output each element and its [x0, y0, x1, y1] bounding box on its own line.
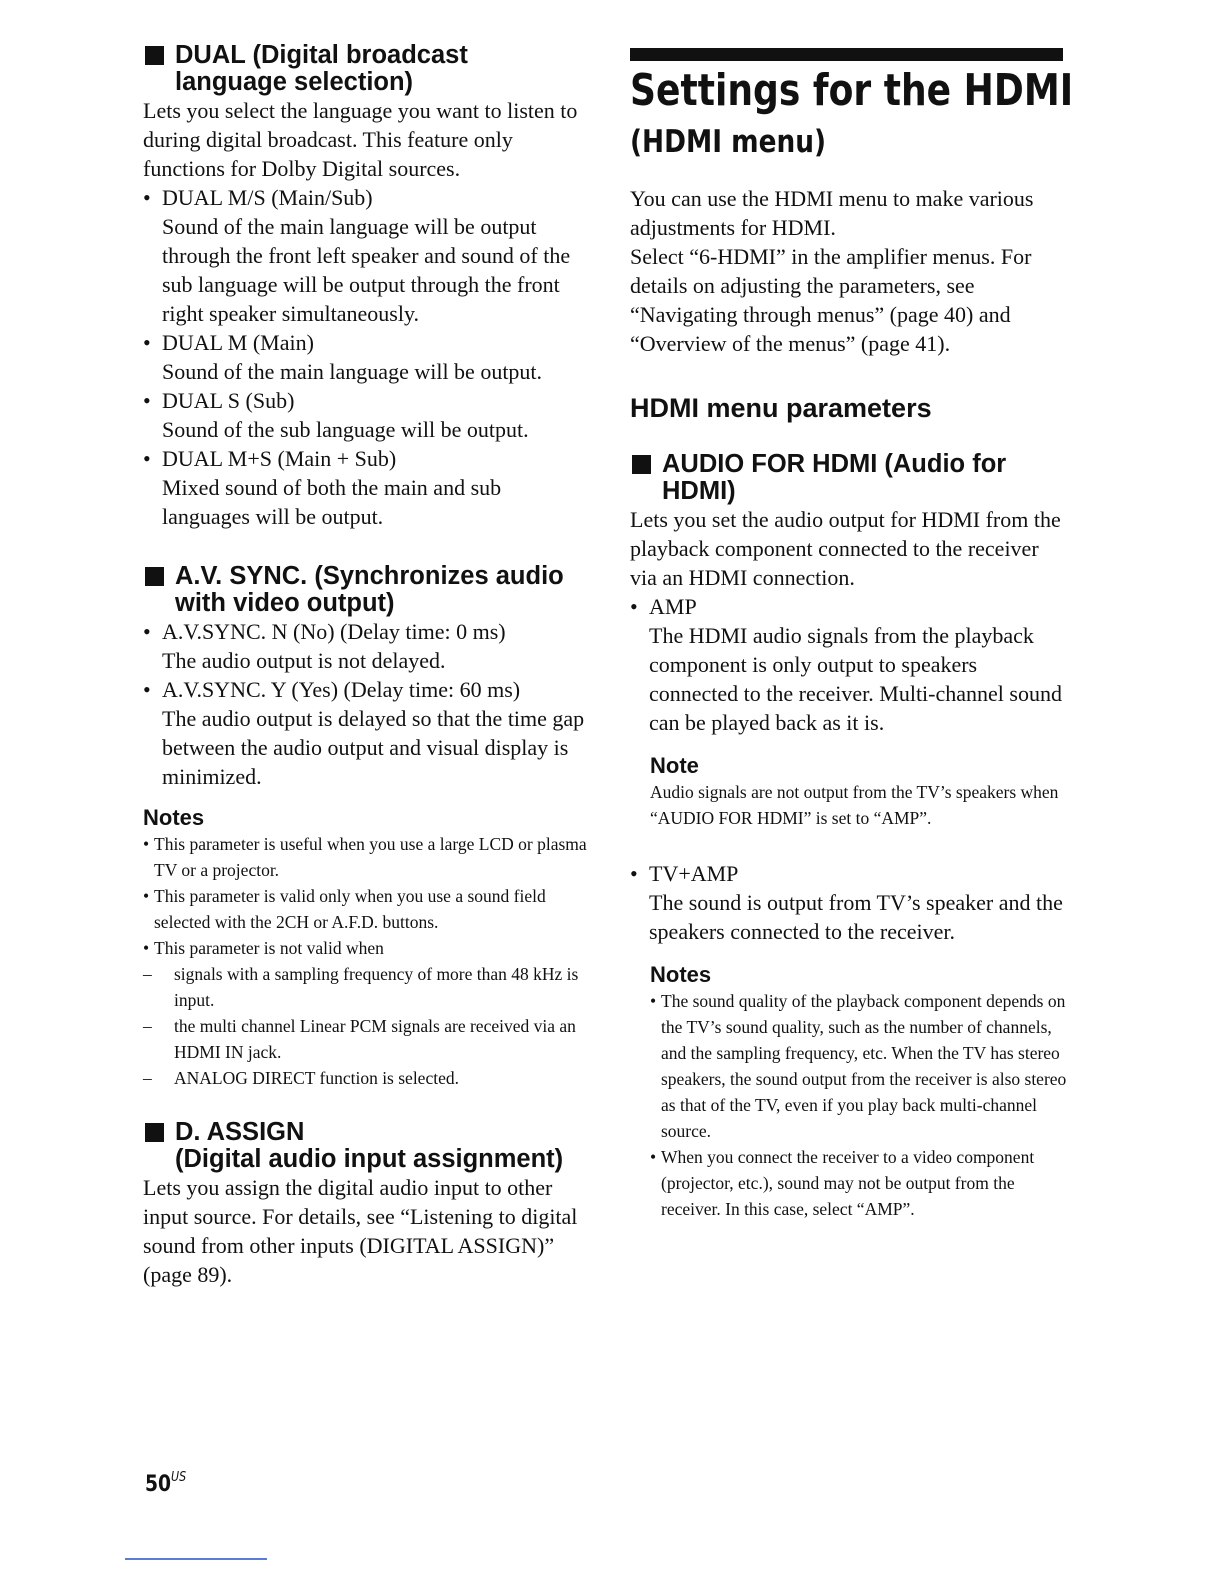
dual-heading: DUAL (Digital broadcast language selection): [143, 42, 588, 96]
page-subtitle: (HDMI menu): [630, 124, 827, 160]
params-heading: HDMI menu parameters: [630, 393, 932, 423]
section-square-icon: [145, 567, 164, 586]
bottom-rule: [125, 1558, 267, 1560]
amp-note-heading: Note: [650, 753, 699, 778]
amp-option: [630, 592, 1070, 737]
amp-note-body: Audio signals are not output from the TV’s speakers when “AUDIO FOR HDMI” is set to “AMP”.: [650, 782, 1059, 828]
list-item: • TV+AMP The sound is output from TV’s speaker and the speakers connected to the receiver.: [630, 859, 1070, 946]
list-item: • The sound quality of the playback component depends on the TV’s sound quality, such as the number of channels, and the sampling frequency, etc. When the TV has stereo speakers, the sound output from the receiver is also stereo as that of the TV, even if you play back multi-channel source.: [650, 988, 1070, 1144]
avsync-notes-heading: Notes: [143, 805, 205, 830]
section-square-icon: [145, 46, 164, 65]
section-square-icon: [145, 1123, 164, 1142]
page-number: $50^{US}$: [145, 1470, 187, 1497]
list-item: • When you connect the receiver to a video component (projector, etc.), sound may not be output from the receiver. In this case, select “AMP”.: [650, 1144, 1070, 1222]
list-item: • DUAL M (Main) Sound of the main language will be output.: [143, 328, 588, 386]
list-item: • This parameter is useful when you use a large LCD or plasma TV or a projector.: [143, 831, 588, 883]
title-rule: [630, 48, 1063, 61]
tvamp-notes-heading: Notes: [650, 962, 712, 987]
list-item: – ANALOG DIRECT function is selected.: [143, 1065, 588, 1091]
left-column: [143, 42, 588, 1289]
dual-options: [143, 183, 588, 531]
dassign-body: Lets you assign the digital audio input to other input source. For details, see “Listening to digital sound from other inputs (DIGITAL ASSIGN)” (page 89).: [143, 1175, 578, 1287]
audio-hdmi-heading: AUDIO FOR HDMI (Audio for HDMI): [630, 451, 1070, 505]
section-square-icon: [632, 455, 651, 474]
avsync-options: [143, 617, 588, 791]
page-title: Settings for the HDMI: [630, 65, 1074, 116]
right-column: [630, 48, 1074, 1222]
dassign-heading: D. ASSIGN (Digital audio input assignment): [143, 1119, 588, 1173]
avsync-notes: [143, 831, 588, 1091]
audio-hdmi-intro: Lets you set the audio output for HDMI from the playback component connected to the receiver via an HDMI connection.: [630, 507, 1061, 590]
list-item: • This parameter is valid only when you use a sound field selected with the 2CH or A.F.D. buttons.: [143, 883, 588, 935]
list-item: • This parameter is not valid when – signals with a sampling frequency of more than 48 kHz is input. – the multi channel Linear PCM signals are received via an HDMI IN jack. – ANALOG DIRECT function is selected.: [143, 935, 588, 1091]
list-item: • A.V.SYNC. N (No) (Delay time: 0 ms) The audio output is not delayed.: [143, 617, 588, 675]
avsync-heading: A.V. SYNC. (Synchronizes audio with video output): [143, 563, 588, 617]
avsync-sub-notes: [143, 961, 588, 1091]
list-item: – signals with a sampling frequency of more than 48 kHz is input.: [143, 961, 588, 1013]
hdmi-intro-2: Select “6-HDMI” in the amplifier menus. For details on adjusting the parameters, see “Navigating through menus” (page 40) and “Overview of the menus” (page 41).: [630, 244, 1032, 356]
dual-intro: Lets you select the language you want to listen to during digital broadcast. This feature only functions for Dolby Digital sources.: [143, 98, 578, 181]
list-item: • AMP The HDMI audio signals from the playback component is only output to speakers connected to the receiver. Multi-channel sound can be played back as it is.: [630, 592, 1070, 737]
list-item: • DUAL S (Sub) Sound of the sub language will be output.: [143, 386, 588, 444]
list-item: • DUAL M/S (Main/Sub) Sound of the main language will be output through the front left speaker and sound of the sub language will be output through the front right speaker simultaneously.: [143, 183, 588, 328]
tvamp-option: [630, 859, 1070, 946]
list-item: – the multi channel Linear PCM signals are received via an HDMI IN jack.: [143, 1013, 588, 1065]
tvamp-notes: [630, 988, 1070, 1222]
list-item: • DUAL M+S (Main + Sub) Mixed sound of both the main and sub languages will be output.: [143, 444, 588, 531]
hdmi-intro-1: You can use the HDMI menu to make various adjustments for HDMI.: [630, 186, 1034, 240]
list-item: • A.V.SYNC. Y (Yes) (Delay time: 60 ms) The audio output is delayed so that the time gap between the audio output and visual display is minimized.: [143, 675, 588, 791]
